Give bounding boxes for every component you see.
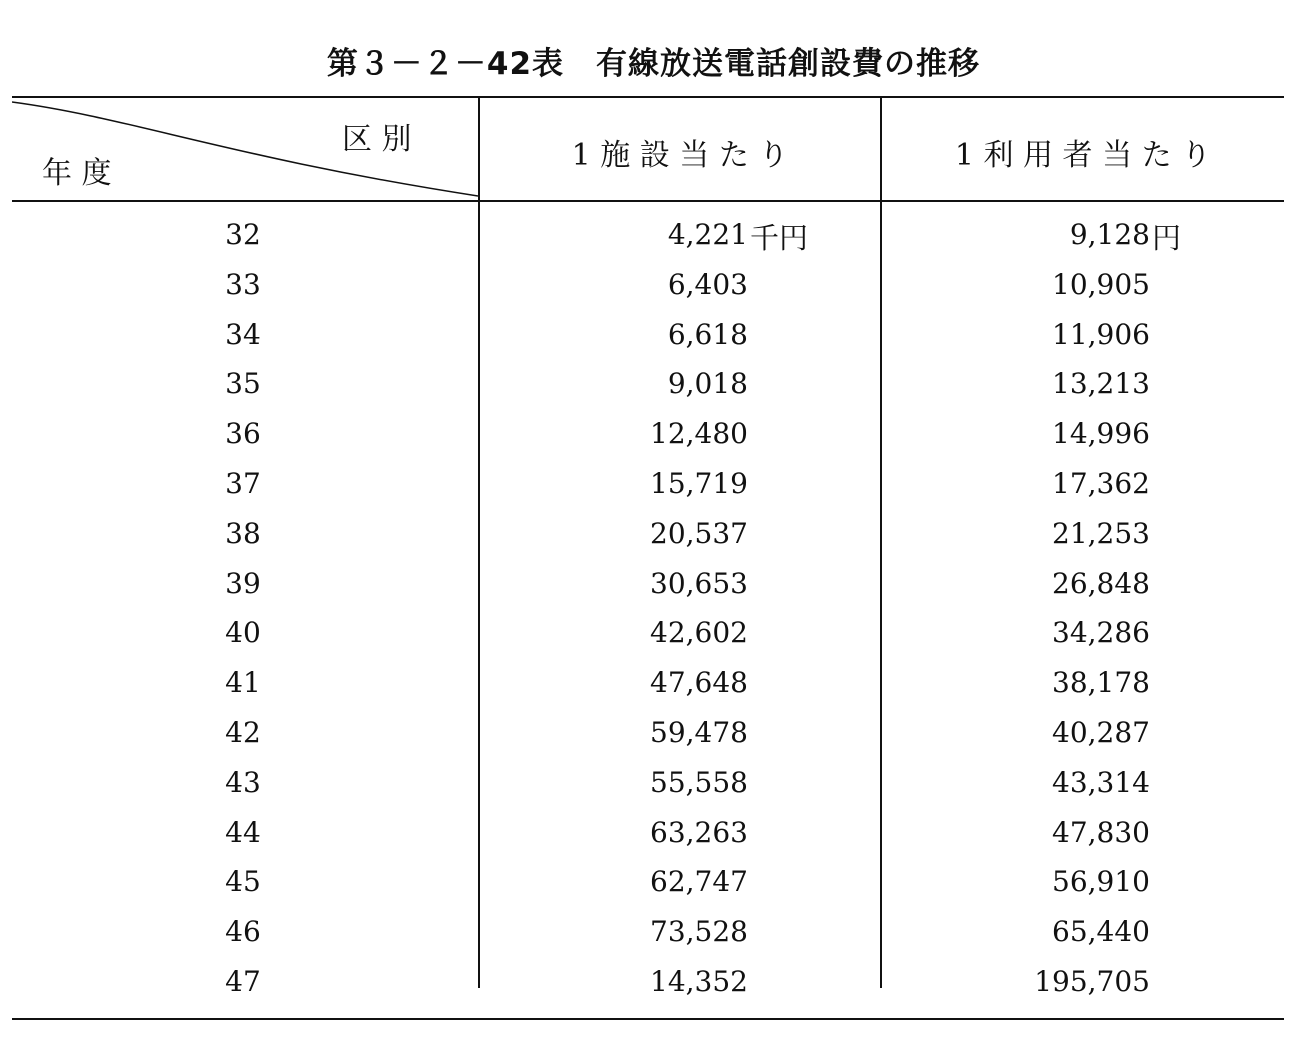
table-row — [12, 915, 1284, 965]
year-cell: 46 — [225, 915, 261, 949]
year-cell: 32 — [225, 218, 261, 251]
bottom-rule — [12, 1018, 1284, 1020]
per-facility-cell: 63,263 — [650, 815, 748, 849]
table-row — [12, 467, 1284, 517]
header-per-user: 1 利 用 者 当 た り — [954, 138, 1212, 173]
per-user-cell: 13,213 — [1052, 367, 1150, 401]
per-facility-cell: 9,018 — [667, 367, 748, 401]
table-row — [12, 367, 1284, 417]
unit-thousand-yen: 千円 — [750, 221, 809, 255]
per-user-cell: 56,910 — [1052, 865, 1150, 899]
table-row — [12, 766, 1284, 816]
year-cell: 34 — [225, 317, 261, 351]
per-user-cell: 14,996 — [1052, 417, 1150, 451]
per-facility-cell: 30,653 — [650, 566, 748, 600]
year-cell: 45 — [225, 865, 261, 899]
header-kubetsu: 区 別 — [342, 122, 412, 157]
per-facility-cell: 42,602 — [650, 616, 748, 650]
table-row — [12, 417, 1284, 467]
per-facility-cell: 15,719 — [650, 466, 748, 500]
year-cell: 44 — [225, 815, 261, 849]
header-rule — [12, 200, 1284, 202]
table-row — [12, 517, 1284, 567]
table-row — [12, 716, 1284, 766]
table-row — [12, 666, 1284, 716]
per-facility-cell: 59,478 — [650, 715, 748, 749]
per-facility-cell: 62,747 — [650, 865, 748, 899]
year-cell: 47 — [225, 964, 261, 998]
per-user-cell: 17,362 — [1052, 466, 1150, 500]
table-row — [12, 865, 1284, 915]
table-title: 第３－２－42表 有線放送電話創設費の推移 — [326, 46, 981, 82]
table-row — [12, 268, 1284, 318]
table-body — [12, 218, 1284, 1015]
header-nendo: 年 度 — [42, 156, 112, 191]
table-row — [12, 816, 1284, 866]
year-cell: 38 — [225, 516, 261, 550]
per-user-cell: 65,440 — [1052, 915, 1150, 949]
per-user-cell: 9,128 — [1069, 218, 1150, 251]
year-cell: 37 — [225, 466, 261, 500]
year-cell: 39 — [225, 566, 261, 600]
header-per-facility: 1 施 設 当 た り — [571, 138, 789, 173]
table-row — [12, 616, 1284, 666]
per-user-cell: 10,905 — [1052, 267, 1150, 301]
per-facility-cell: 14,352 — [650, 964, 748, 998]
table-row — [12, 318, 1284, 368]
per-user-cell: 47,830 — [1052, 815, 1150, 849]
per-user-cell: 43,314 — [1052, 765, 1150, 799]
data-table — [12, 96, 1284, 1020]
year-cell: 33 — [225, 267, 261, 301]
per-facility-cell: 55,558 — [650, 765, 748, 799]
per-facility-cell: 6,403 — [667, 267, 748, 301]
year-cell: 36 — [225, 417, 261, 451]
per-user-cell: 34,286 — [1052, 616, 1150, 650]
year-cell: 35 — [225, 367, 261, 401]
per-user-cell: 38,178 — [1052, 666, 1150, 700]
per-user-cell: 195,705 — [1034, 964, 1150, 998]
per-facility-cell: 4,221 — [667, 218, 748, 251]
table-row — [12, 965, 1284, 1015]
per-facility-cell: 47,648 — [650, 666, 748, 700]
per-user-cell: 40,287 — [1052, 715, 1150, 749]
unit-yen: 円 — [1152, 221, 1182, 255]
per-facility-cell: 6,618 — [667, 317, 748, 351]
year-cell: 41 — [225, 666, 261, 700]
year-cell: 40 — [225, 616, 261, 650]
per-facility-cell: 73,528 — [650, 915, 748, 949]
per-user-cell: 26,848 — [1052, 566, 1150, 600]
per-facility-cell: 12,480 — [650, 417, 748, 451]
per-user-cell: 11,906 — [1052, 317, 1150, 351]
per-user-cell: 21,253 — [1052, 516, 1150, 550]
table-row — [12, 567, 1284, 617]
year-cell: 42 — [225, 715, 261, 749]
per-facility-cell: 20,537 — [650, 516, 748, 550]
year-cell: 43 — [225, 765, 261, 799]
table-row — [12, 218, 1284, 268]
